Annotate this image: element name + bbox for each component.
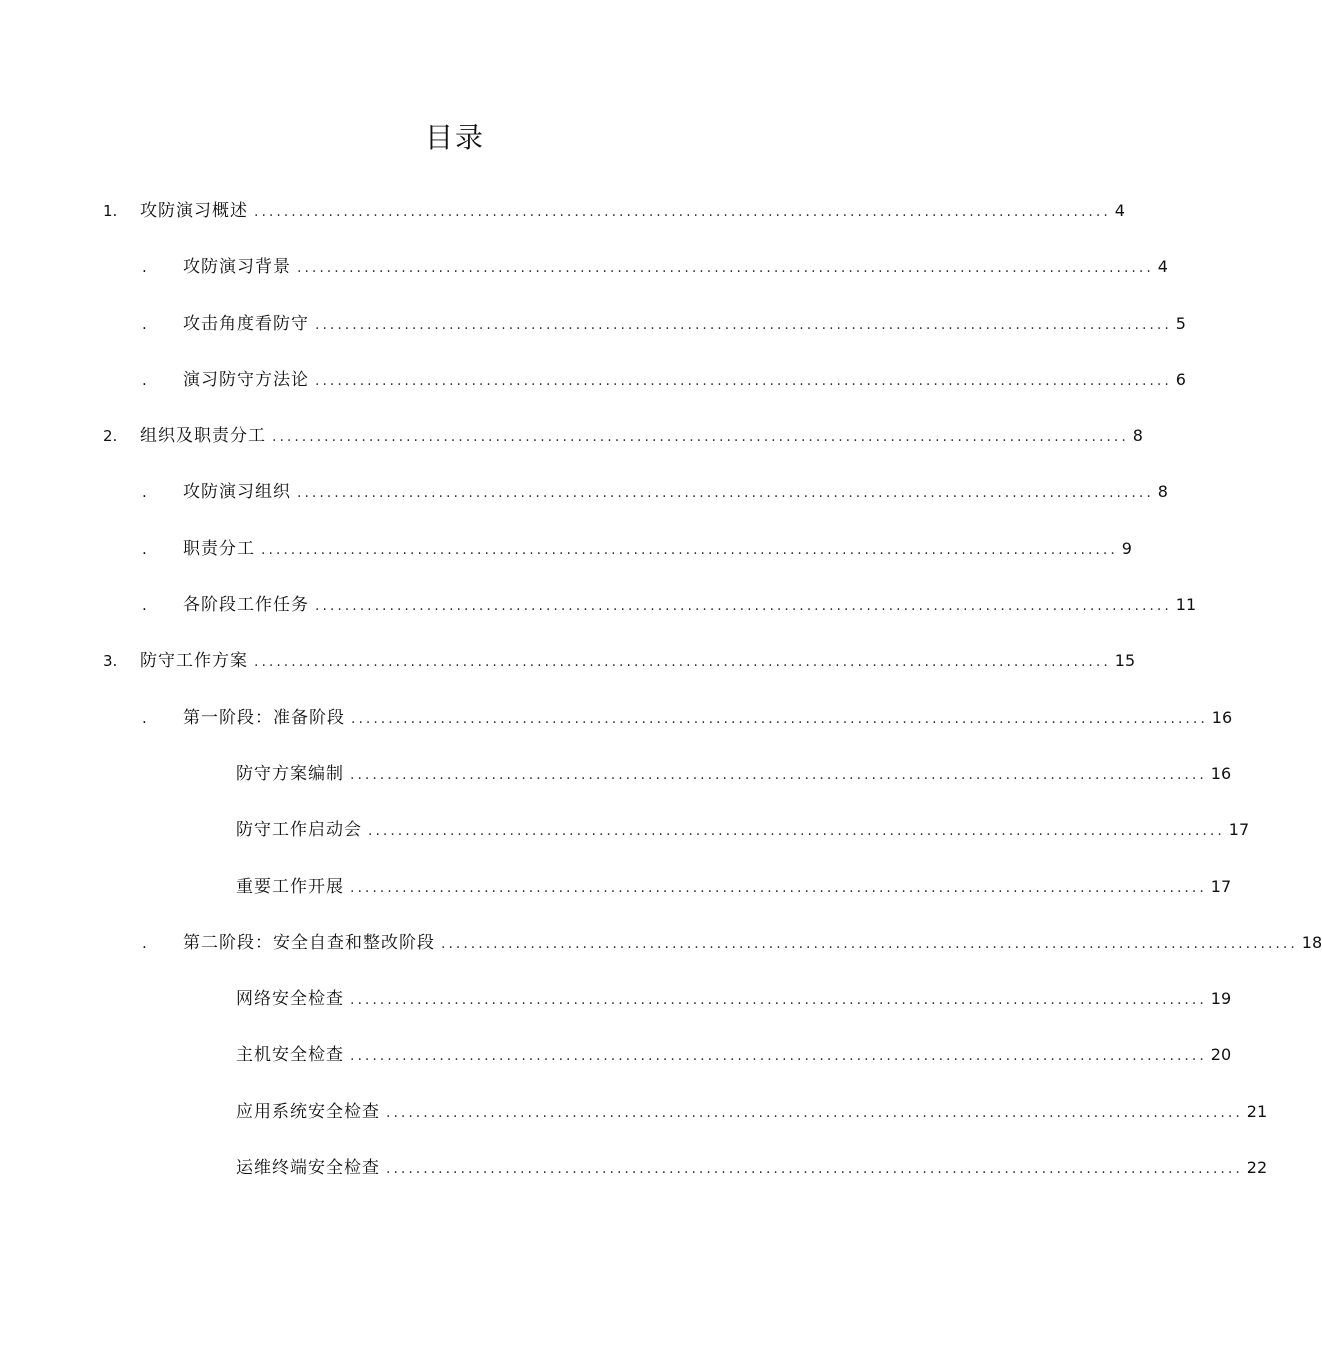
toc-entry-page: 4 (1157, 257, 1168, 277)
toc-entry-label: 攻击角度看防守 (183, 313, 309, 334)
toc-entry-number: . (142, 933, 147, 952)
toc-entry-number: . (142, 314, 147, 333)
toc-entry-page: 8 (1157, 482, 1168, 502)
toc-entry-page: 6 (1175, 369, 1186, 389)
toc-entry-number: 2. (103, 427, 118, 446)
toc-entry-number: . (142, 708, 147, 727)
dot-leader: ................................................................................................................... (351, 710, 1208, 727)
toc-entry-page: 17 (1210, 876, 1232, 896)
dot-leader: ................................................................................................................... (297, 485, 1154, 502)
toc-entry[interactable] (0, 801, 1250, 857)
toc-entry-label: 各阶段工作任务 (183, 595, 309, 616)
toc-entry-number: . (142, 596, 147, 615)
toc-entry-page: 22 (1246, 1158, 1268, 1178)
toc-entry-label: 应用系统安全检查 (236, 1101, 380, 1122)
toc-entry[interactable] (0, 1139, 1268, 1195)
toc-entry-number: 1. (103, 202, 118, 220)
toc-entry[interactable] (0, 858, 1232, 914)
toc-entry[interactable] (0, 351, 1186, 407)
dot-leader: ................................................................................................................... (254, 654, 1111, 671)
toc-entry-page: 8 (1132, 426, 1143, 446)
toc-entry[interactable] (0, 295, 1186, 351)
toc-entry[interactable] (0, 745, 1232, 801)
toc-entry-label: 防守方案编制 (236, 763, 344, 784)
toc-entry-number: . (142, 258, 147, 277)
toc-entry-label: 网络安全检查 (236, 989, 344, 1010)
dot-leader: ................................................................................................................... (315, 598, 1172, 615)
toc-entry[interactable] (0, 238, 1168, 294)
toc-entry[interactable] (0, 632, 1136, 688)
dot-leader: ................................................................................................................... (350, 1048, 1207, 1065)
toc-entry[interactable] (0, 689, 1233, 745)
toc-entry-page: 5 (1175, 313, 1186, 333)
dot-leader: ................................................................................................................... (315, 372, 1172, 389)
toc-entry-label: 攻防演习概述 (140, 201, 248, 221)
toc-entry-label: 防守工作方案 (140, 651, 248, 672)
toc-entry-page: 15 (1114, 651, 1136, 671)
toc-entry-page: 19 (1210, 989, 1232, 1009)
toc-entry-label: 攻防演习背景 (183, 257, 291, 278)
toc-entry-page: 20 (1210, 1045, 1232, 1065)
toc-entry-label: 第二阶段：安全自查和整改阶段 (183, 932, 435, 953)
dot-leader: ................................................................................................................... (441, 935, 1298, 952)
toc-entry-label: 职责分工 (183, 538, 255, 559)
toc-entry-page: 9 (1121, 538, 1132, 558)
toc-entry[interactable] (0, 407, 1143, 463)
toc-entry-number: . (142, 370, 147, 389)
toc-entry-label: 组织及职责分工 (140, 426, 266, 447)
toc-entry-label: 主机安全检查 (236, 1045, 344, 1066)
dot-leader: ................................................................................................................... (297, 260, 1154, 277)
toc-entry[interactable] (0, 914, 1322, 970)
toc-entry-number: 3. (103, 652, 118, 671)
dot-leader: ................................................................................................................... (386, 1161, 1243, 1178)
dot-leader: ................................................................................................................... (272, 429, 1129, 446)
toc-entry-label: 攻防演习组织 (183, 482, 291, 503)
toc-entry-page: 11 (1175, 595, 1197, 615)
dot-leader: ................................................................................................................... (386, 1104, 1243, 1121)
dot-leader: ................................................................................................................... (254, 204, 1111, 220)
toc-entry-page: 18 (1301, 932, 1322, 952)
dot-leader: ................................................................................................................... (315, 316, 1172, 333)
toc-title: 目录 (424, 121, 485, 154)
toc-entry[interactable] (0, 576, 1197, 632)
toc-entry-label: 运维终端安全检查 (236, 1158, 380, 1179)
dot-leader: ................................................................................................................... (350, 879, 1207, 896)
toc-entry-page: 16 (1210, 763, 1232, 783)
toc-entry[interactable] (0, 1026, 1232, 1082)
toc-entry-page: 21 (1246, 1101, 1268, 1121)
table-of-contents (0, 182, 1322, 1195)
toc-entry-label: 第一阶段：准备阶段 (183, 707, 345, 728)
toc-entry[interactable] (0, 1083, 1268, 1139)
toc-entry[interactable] (0, 520, 1132, 576)
toc-entry-page: 4 (1114, 201, 1125, 220)
toc-entry-label: 防守工作启动会 (236, 820, 362, 841)
toc-entry-page: 16 (1211, 707, 1233, 727)
toc-entry-number: . (142, 483, 147, 502)
toc-entry-label: 重要工作开展 (236, 876, 344, 897)
toc-entry[interactable] (0, 463, 1168, 519)
dot-leader: ................................................................................................................... (368, 823, 1225, 840)
toc-entry-page: 17 (1228, 820, 1250, 840)
dot-leader: ................................................................................................................... (350, 766, 1207, 783)
toc-entry[interactable] (0, 970, 1232, 1026)
dot-leader: ................................................................................................................... (261, 541, 1118, 558)
toc-entry-number: . (142, 539, 147, 558)
toc-entry[interactable] (0, 182, 1125, 238)
toc-entry-label: 演习防守方法论 (183, 369, 309, 390)
dot-leader: ................................................................................................................... (350, 992, 1207, 1009)
